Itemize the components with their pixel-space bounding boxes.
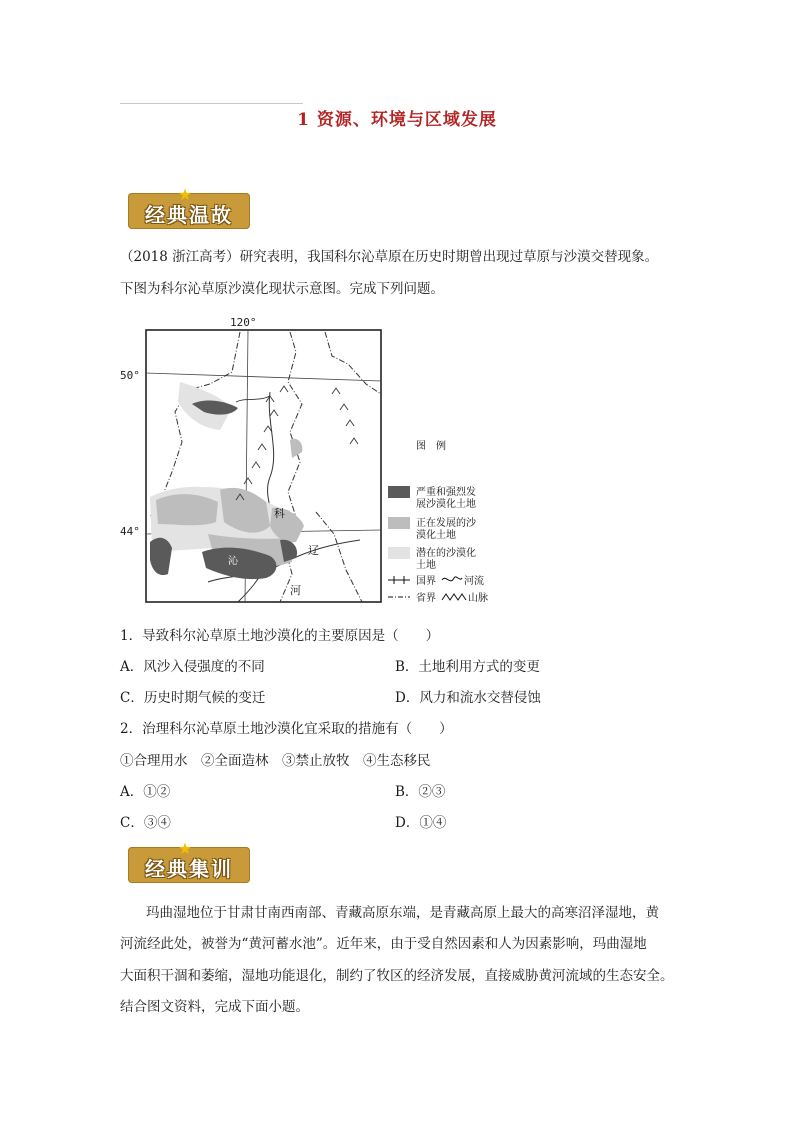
question-2-measures: ①合理用水 ②全面造林 ③禁止放牧 ④生态移民 [120, 753, 431, 769]
passage-line-4: 结合图文资料，完成下面小题。 [120, 999, 309, 1015]
map-place-liao: 辽 [308, 544, 319, 557]
legend-developing-line2: 漠化土地 [416, 530, 456, 541]
desertification-map [120, 312, 520, 612]
section-banner-label: 经典温故 [145, 203, 233, 227]
map-lon-label: 120° [230, 316, 257, 329]
legend-title: 图 例 [416, 441, 446, 452]
star-icon: ★ [177, 839, 195, 858]
question-1-option-d[interactable]: D．风力和流水交替侵蚀 [395, 690, 541, 706]
legend-swatch-developing [388, 517, 410, 529]
question-1-stem: 1．导致科尔沁草原土地沙漠化的主要原因是（ ） [120, 628, 440, 644]
map-lat-50-label: 50° [120, 369, 140, 382]
map-place-qin: 沁 [228, 556, 238, 567]
question-1-option-c[interactable]: C．历史时期气候的变迁 [120, 690, 266, 706]
question-2-option-a[interactable]: A．①② [120, 784, 171, 800]
question-2-option-b[interactable]: B．②③ [395, 784, 446, 800]
map-place-ke: 科 [274, 507, 285, 520]
intro-line-1: （2018 浙江高考）研究表明，我国科尔沁草原在历史时期曾出现过草原与沙漠交替现象。 [120, 249, 659, 265]
passage-line-3: 大面积干涸和萎缩，湿地功能退化，制约了牧区的经济发展，直接威胁黄河流域的生态安全。 [120, 968, 674, 984]
legend-river-symbol [442, 577, 462, 581]
intro-line-2: 下图为科尔沁草原沙漠化现状示意图。完成下列问题。 [120, 281, 444, 297]
legend-severe-line1: 严重和强烈发 [416, 487, 476, 498]
question-1-option-a[interactable]: A．风沙入侵强度的不同 [120, 659, 265, 675]
legend-swatch-severe [388, 486, 410, 498]
legend-potential-line1: 潜在的沙漠化 [416, 548, 476, 559]
question-2-option-d[interactable]: D．①④ [395, 815, 447, 831]
legend-mountain-symbol [442, 594, 466, 600]
question-2-stem: 2．治理科尔沁草原土地沙漠化宜采取的措施有（ ） [120, 721, 453, 737]
page-title: 1 资源、环境与区域发展 [297, 110, 497, 130]
legend-swatch-potential [388, 547, 410, 559]
star-icon: ★ [177, 185, 195, 204]
question-1-option-b[interactable]: B．土地利用方式的变更 [395, 659, 540, 675]
legend-mountain: 山脉 [468, 593, 488, 604]
section-banner-label: 经典集训 [145, 857, 233, 881]
passage-line-1: 玛曲湿地位于甘肃甘南西南部、青藏高原东端，是青藏高原上最大的高寒沼泽湿地，黄 [146, 905, 659, 921]
question-2-option-c[interactable]: C．③④ [120, 815, 171, 831]
passage-line-2: 河流经此处，被誉为“黄河蓄水池”。近年来，由于受自然因素和人为因素影响，玛曲湿地 [120, 936, 647, 952]
legend-river: 河流 [464, 576, 484, 587]
map-place-he: 河 [290, 584, 301, 597]
legend-national-border-symbol [388, 576, 410, 584]
legend-national-border: 国界 [416, 576, 436, 587]
legend-provincial-border: 省界 [416, 593, 436, 604]
section-banner-classic-training [128, 839, 250, 883]
legend-developing-line1: 正在发展的沙 [416, 518, 476, 529]
map-lat-44-label: 44° [120, 525, 140, 538]
legend-potential-line2: 土地 [416, 560, 436, 571]
map-legend [388, 439, 488, 604]
header-rule [120, 103, 303, 104]
legend-severe-line2: 展沙漠化土地 [416, 499, 476, 510]
section-banner-classic-review [128, 185, 250, 229]
